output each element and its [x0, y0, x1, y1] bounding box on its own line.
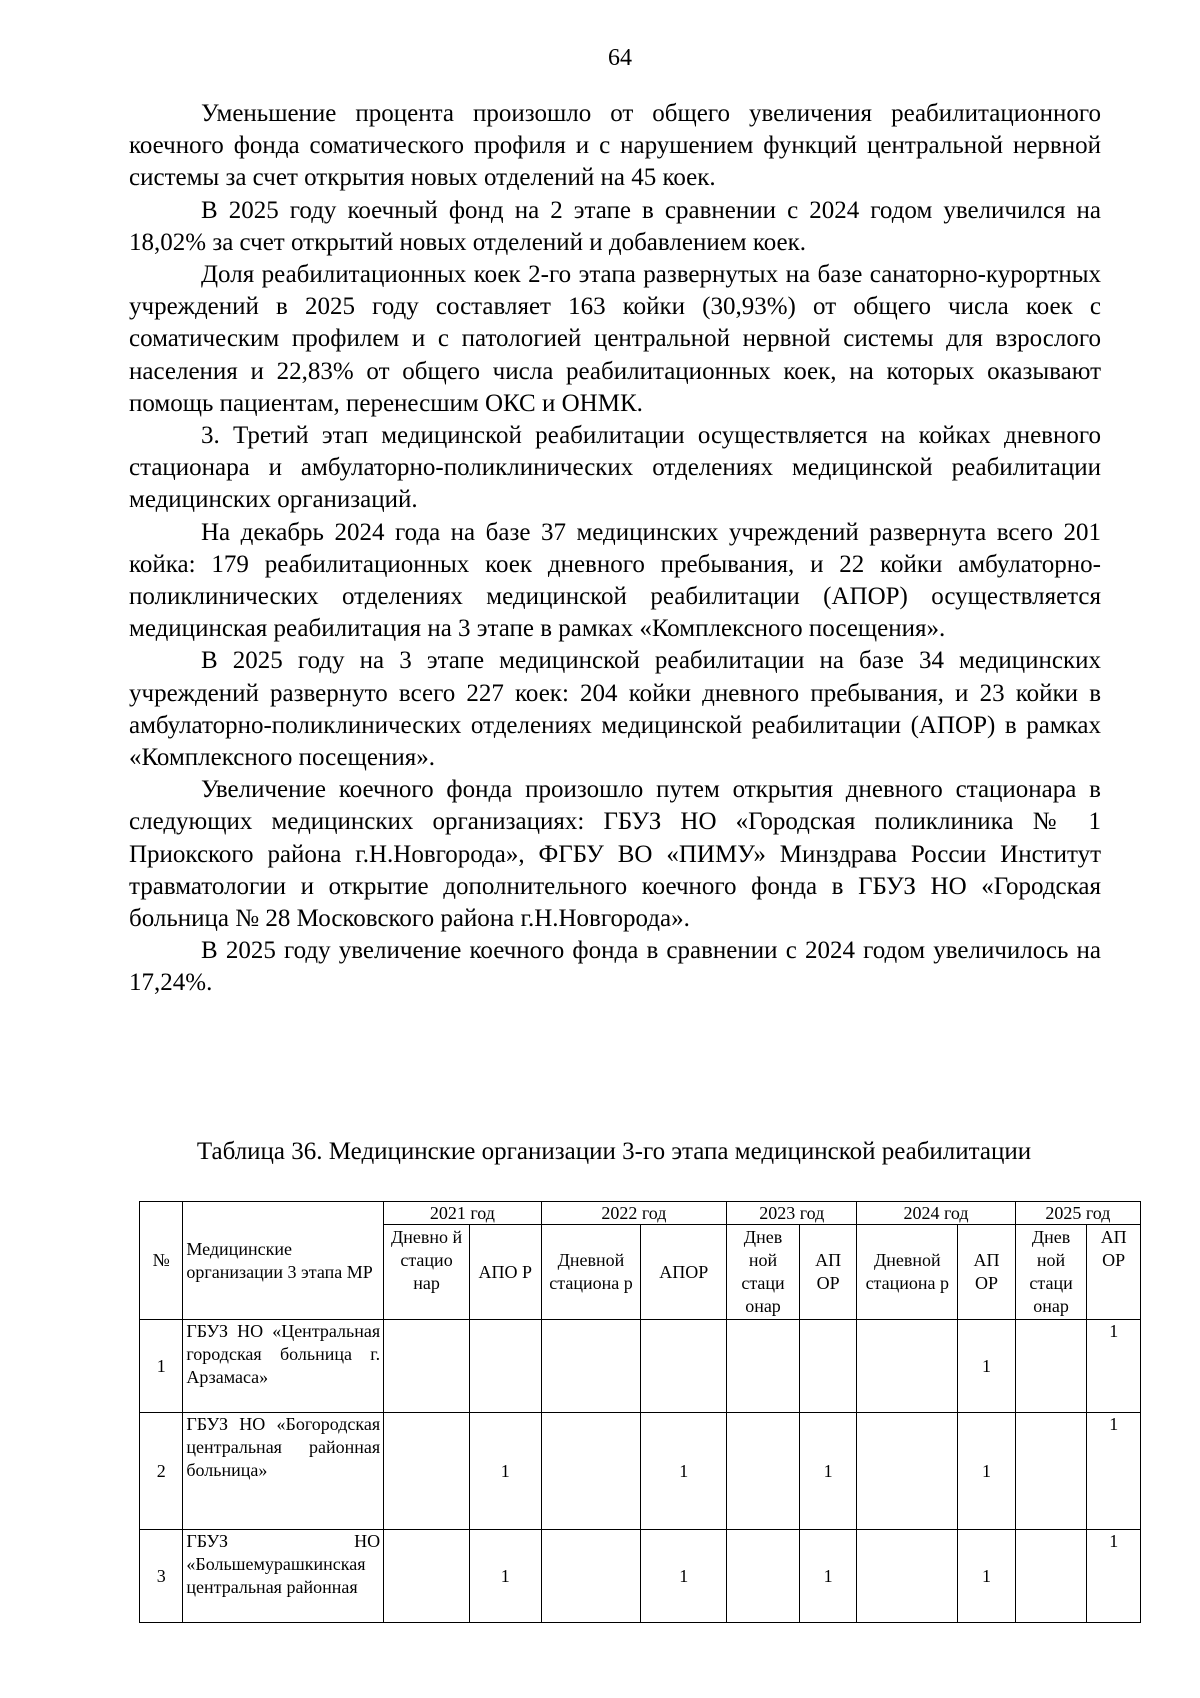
table-cell	[727, 1530, 800, 1623]
header-apor: АП ОР	[799, 1225, 857, 1320]
table-cell	[384, 1530, 470, 1623]
header-year: 2021 год	[384, 1202, 541, 1225]
table-cell	[857, 1530, 958, 1623]
row-number: 2	[140, 1413, 183, 1530]
paragraph: В 2025 году на 3 этапе медицинской реабилитации на базе 34 медицинских учреждений развернуто всего 227 коек: 204 койки дневного пребывания, и 23 койки в амбулаторно-поликлинических отделениях медицинской реабилитации (АПОР) в рамках «Комплексного посещения».	[129, 647, 1101, 772]
body-text	[129, 98, 1101, 1000]
table-cell: 1	[1087, 1320, 1141, 1413]
organization-name: ГБУЗ НО «Большемурашкинская центральная районная	[183, 1530, 384, 1623]
header-year: 2024 год	[857, 1202, 1015, 1225]
page-number: 64	[608, 45, 632, 71]
table-cell	[384, 1413, 470, 1530]
header-day-hospital: Дневной стациона р	[541, 1225, 641, 1320]
organization-name: ГБУЗ НО «Центральная городская больница г. Арзамаса»	[183, 1320, 384, 1413]
table-cell: 1	[958, 1413, 1016, 1530]
header-org: Медицинские организации 3 этапа МР	[183, 1202, 384, 1320]
paragraph: 3. Третий этап медицинской реабилитации осуществляется на койках дневного стационара и амбулаторно-поликлинических отделениях медицинской реабилитации медицинских организаций.	[129, 422, 1101, 514]
table-cell: 1	[469, 1413, 541, 1530]
row-number: 3	[140, 1530, 183, 1623]
table-cell	[384, 1320, 470, 1413]
table-cell: 1	[799, 1530, 857, 1623]
table-cell	[541, 1413, 641, 1530]
header-year: 2025 год	[1015, 1202, 1140, 1225]
header-day-hospital: Дневно й стацио нар	[384, 1225, 470, 1320]
table-cell: 1	[958, 1320, 1016, 1413]
table-cell	[727, 1413, 800, 1530]
header-apor: АП ОР	[1087, 1225, 1141, 1320]
table-cell: 1	[958, 1530, 1016, 1623]
paragraph: В 2025 году коечный фонд на 2 этапе в сравнении с 2024 годом увеличился на 18,02% за счет открытий новых отделений и добавлением коек.	[129, 196, 1101, 256]
paragraph: На декабрь 2024 года на базе 37 медицинских учреждений развернута всего 201 койка: 179 реабилитационных коек дневного пребывания, и 22 койки амбулаторно-поликлинических отделениях медицинской реабилитации (АПОР) осуществляется медицинская реабилитация на 3 этапе в рамках «Комплексного посещения».	[129, 518, 1101, 643]
paragraph: Доля реабилитационных коек 2-го этапа развернутых на базе санаторно-курортных учреждений в 2025 году составляет 163 койки (30,93%) от общего числа коек с соматическим профилем и с патологией центральной нервной системы для взрослого населения и 22,83% от общего числа реабилитационных коек, на которых оказывают помощь пациентам, перенесшим ОКС и ОНМК.	[129, 261, 1101, 417]
table-row	[140, 1413, 1141, 1530]
header-day-hospital: Днев ной стаци онар	[727, 1225, 800, 1320]
table-cell: 1	[1087, 1413, 1141, 1530]
row-number: 1	[140, 1320, 183, 1413]
header-day-hospital: Дневной стациона р	[857, 1225, 958, 1320]
paragraph: Уменьшение процента произошло от общего увеличения реабилитационного коечного фонда соматического профиля и с нарушением функций центральной нервной системы за счет открытия новых отделений на 45 коек.	[129, 100, 1101, 192]
table-caption: Таблица 36. Медицинские организации 3-го этапа медицинской реабилитации	[196, 1138, 1032, 1165]
table-cell	[541, 1530, 641, 1623]
header-apor: АПОР	[641, 1225, 727, 1320]
header-apor: АПО Р	[469, 1225, 541, 1320]
table-cell	[1015, 1530, 1087, 1623]
table-cell	[1015, 1413, 1087, 1530]
table-cell: 1	[1087, 1530, 1141, 1623]
table-cell: 1	[641, 1530, 727, 1623]
header-apor: АП ОР	[958, 1225, 1016, 1320]
table-cell	[641, 1320, 727, 1413]
header-day-hospital: Днев ной стаци онар	[1015, 1225, 1087, 1320]
table-cell	[857, 1320, 958, 1413]
header-year: 2022 год	[541, 1202, 727, 1225]
paragraph: Увеличение коечного фонда произошло путем открытия дневного стационара в следующих медицинских организациях: ГБУЗ НО «Городская поликлиника № 1 Приокского района г.Н.Новгорода», ФГБУ ВО «ПИМУ» Минздрава России Институт травматологии и открытие дополнительного коечного фонда в ГБУЗ НО «Городская больница № 28 Московского района г.Н.Новгорода».	[129, 776, 1101, 933]
table-cell	[727, 1320, 800, 1413]
table-cell: 1	[641, 1413, 727, 1530]
paragraph: В 2025 году увеличение коечного фонда в сравнении с 2024 годом увеличилось на 17,24%.	[129, 937, 1101, 997]
table-cell	[541, 1320, 641, 1413]
table-row	[140, 1320, 1141, 1413]
header-num: №	[140, 1202, 183, 1320]
table-cell	[1015, 1320, 1087, 1413]
table-cell	[799, 1320, 857, 1413]
header-year: 2023 год	[727, 1202, 857, 1225]
table-row	[140, 1530, 1141, 1623]
organizations-table	[139, 1201, 1141, 1623]
table-cell: 1	[469, 1530, 541, 1623]
organization-name: ГБУЗ НО «Богородская центральная районная больница»	[183, 1413, 384, 1530]
table-cell	[857, 1413, 958, 1530]
table-cell: 1	[799, 1413, 857, 1530]
table-cell	[469, 1320, 541, 1413]
